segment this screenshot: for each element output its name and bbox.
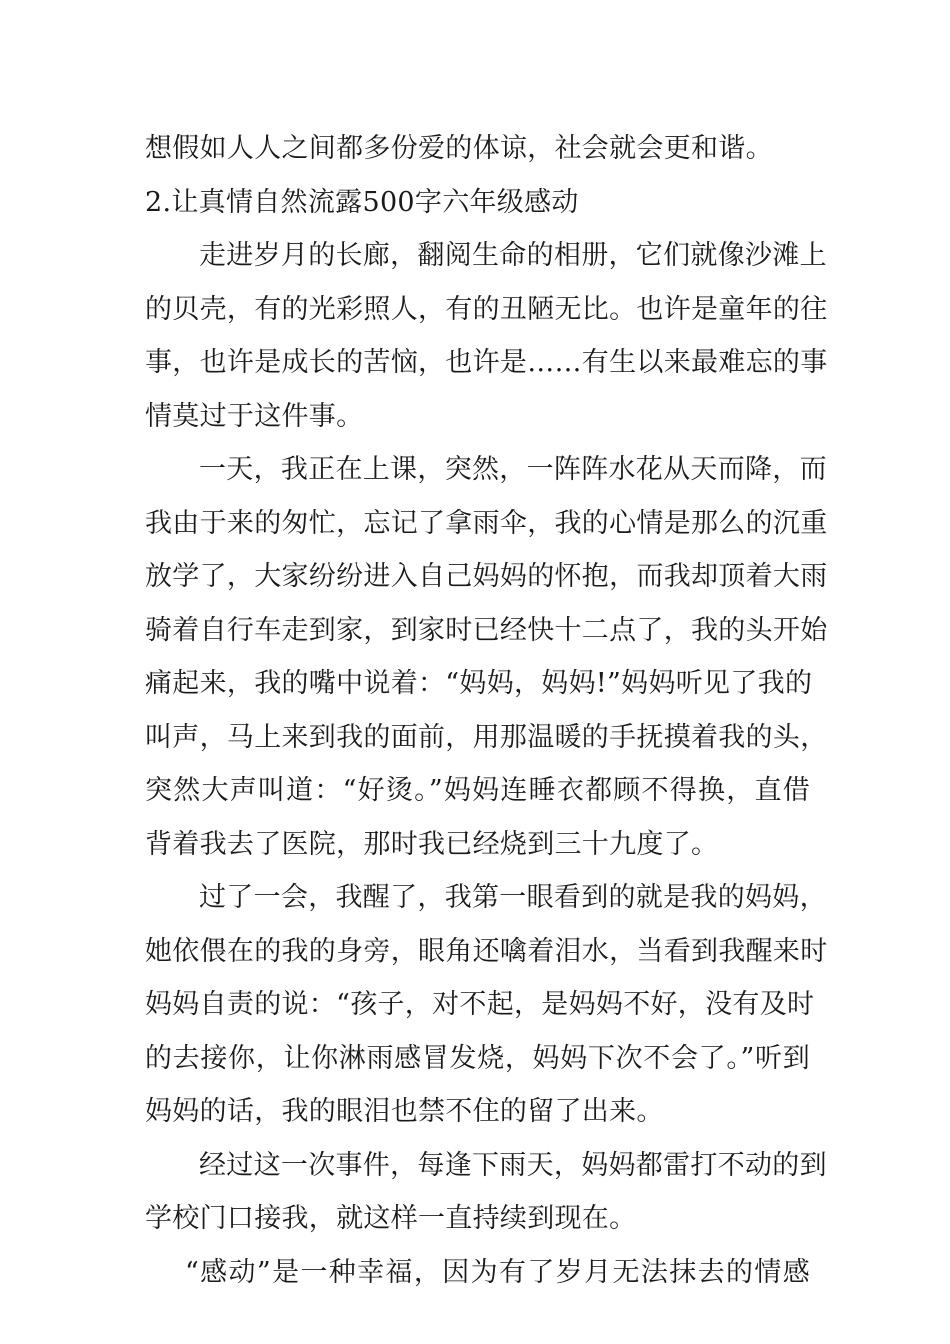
document-page (145, 130, 828, 1307)
text-line: 我由于来的匆忙，忘记了拿雨伞，我的心情是那么的沉重 (145, 507, 828, 539)
text-line: 骑着自行车走到家，到家时已经快十二点了，我的头开始 (145, 614, 828, 646)
text-line: 叫声，马上来到我的面前，用那温暖的手抚摸着我的头， (145, 721, 828, 753)
text-line: 一天，我正在上课，突然，一阵阵水花从天而降，而 (199, 454, 827, 485)
text-line: 的去接你，让你淋雨感冒发烧，妈妈下次不会了。”听到 (145, 1042, 810, 1074)
text-line: 经过这一次事件，每逢下雨天，妈妈都雷打不动的到 (199, 1149, 827, 1181)
text-line: 突然大声叫道：“好烫。”妈妈连睡衣都顾不得换，直借 (145, 775, 810, 806)
text-line: 走进岁月的长廊，翻阅生命的相册，它们就像沙滩上 (199, 240, 827, 271)
text-line: 放学了，大家纷纷进入自己妈妈的怀抱，而我却顶着大雨 (145, 561, 828, 592)
section-heading: 2.让真情自然流露500字六年级感动 (145, 186, 579, 218)
text-line: 妈妈自责的说：“孩子，对不起，是妈妈不好，没有及时 (145, 989, 815, 1020)
text-line: 背着我去了医院，那时我已经烧到三十九度了。 (145, 828, 719, 860)
text-line: 的贝壳，有的光彩照人，有的丑陋无比。也许是童年的往 (145, 293, 828, 325)
text-line: 学校门口接我，就这样一直持续到现在。 (145, 1203, 637, 1234)
text-line: 情莫过于这件事。 (145, 400, 364, 432)
text-line: 痛起来，我的嘴中说着：“妈妈，妈妈!”妈妈听见了我的 (145, 668, 813, 699)
text-line: 妈妈的话，我的眼泪也禁不住的留了出来。 (145, 1096, 664, 1127)
text-line: 过了一会，我醒了，我第一眼看到的就是我的妈妈， (199, 882, 827, 913)
text-line: 她依偎在的我的身旁，眼角还噙着泪水，当看到我醒来时 (145, 935, 828, 967)
text-line: 事，也许是成长的苦恼，也许是……有生以来最难忘的事 (145, 347, 828, 378)
text-line: 想假如人人之间都多份爱的体谅，社会就会更和谐。 (145, 133, 773, 164)
text-line: “感动”是一种幸福，因为有了岁月无法抹去的情感 (185, 1256, 810, 1288)
